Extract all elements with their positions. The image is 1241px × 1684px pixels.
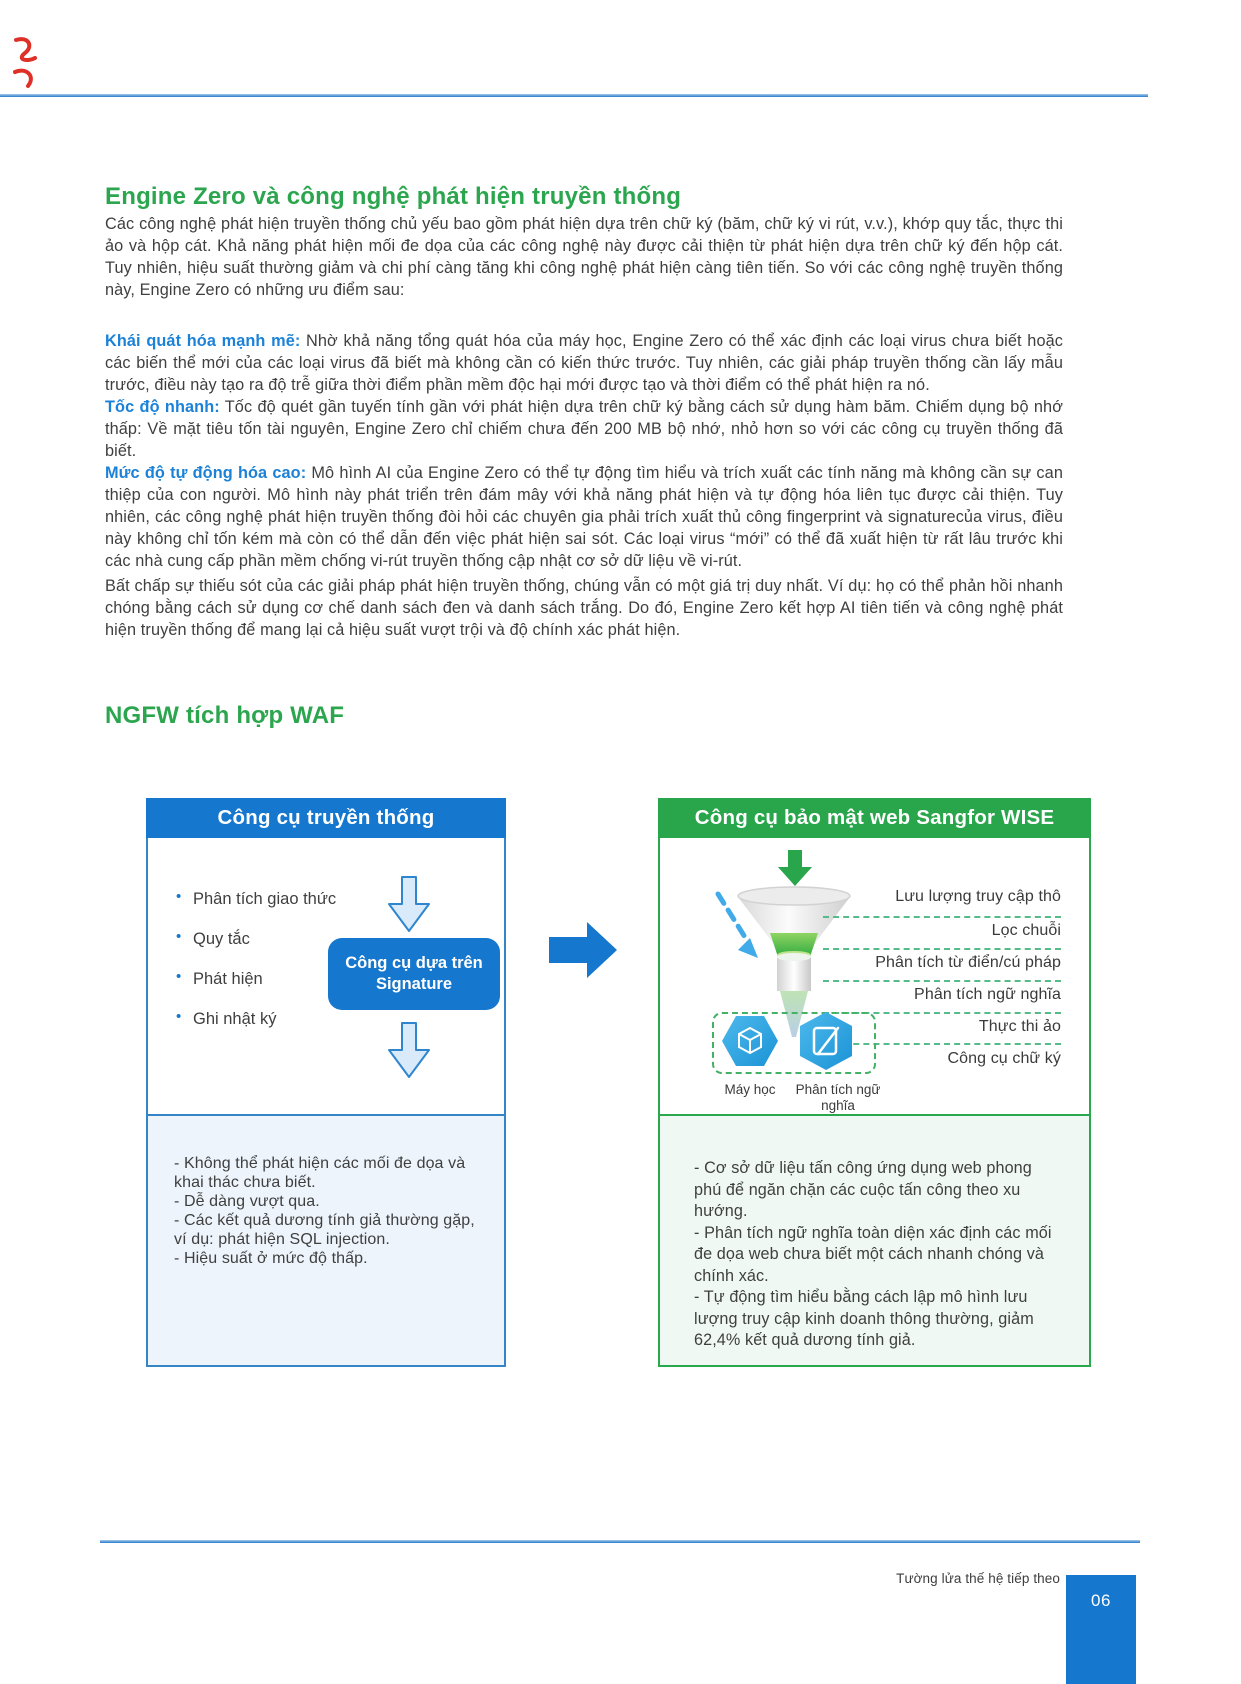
signature-tool-box: Công cụ dựa trên Signature bbox=[328, 938, 500, 1010]
traditional-tools-body bbox=[146, 838, 506, 1114]
traditional-tools-header: Công cụ truyền thống bbox=[146, 798, 506, 838]
advantage-automation bbox=[105, 462, 1063, 572]
advantage-text: Mô hình AI của Engine Zero có thể tự động tìm hiểu và trích xuất các tính năng mà không cần sự can thiệp của con người. Mô hình này phát triển trên đám mây với khả năng phát hiện và tự động hóa liên tục được cải thiện. Tuy nhiên, các công nghệ phát hiện truyền thống đòi hỏi các chuyên gia phải trích xuất thủ công fingerprint và signaturecủa virus, điều này không chỉ tốn kém mà còn có thể dẫn đến việc phát hiện sai sót. Các loại virus “mới” có thể đã xuất hiện từ rất lâu trước khi các nhà cung cấp phần mềm chống vi-rút truyền thống cập nhật cơ sở dữ liệu về vi-rút. bbox=[105, 464, 1063, 570]
advantage-speed bbox=[105, 396, 1063, 462]
funnel-stage-label: Thực thi ảo bbox=[978, 1018, 1061, 1035]
funnel-stage-label: Công cụ chữ ký bbox=[947, 1050, 1061, 1067]
list-item: • Ghi nhật ký bbox=[176, 1008, 336, 1030]
advantage-label: Khái quát hóa mạnh mẽ: bbox=[105, 332, 301, 350]
wise-tool-benefits bbox=[658, 1114, 1091, 1367]
machine-learning-icon bbox=[722, 1016, 778, 1066]
wise-tool-header: Công cụ bảo mật web Sangfor WISE bbox=[658, 798, 1091, 838]
icon-caption: Máy học bbox=[724, 1082, 776, 1097]
semantic-analysis-icon bbox=[800, 1012, 852, 1070]
footer-divider-line bbox=[100, 1540, 1140, 1543]
right-arrow-icon bbox=[549, 922, 617, 978]
traditional-tools-drawbacks bbox=[146, 1114, 506, 1367]
list-item: • Phân tích giao thức bbox=[176, 888, 336, 910]
page-number-badge: 06 bbox=[1066, 1575, 1136, 1684]
advantage-text: Tốc độ quét gần tuyến tính gần với phát hiện dựa trên chữ ký bằng cách sử dụng hàm băm. Chiếm dụng bộ nhớ thấp: Về mặt tiêu tốn tài nguyên, Engine Zero chỉ chiếm chưa đến 200 MB bộ nhớ, nhỏ hơn so với các công cụ truyền thống đã biết. bbox=[105, 398, 1063, 460]
advantage-generalization bbox=[105, 330, 1063, 396]
section1-advantages bbox=[105, 330, 1063, 572]
intro-paragraph: Các công nghệ phát hiện truyền thống chủ yếu bao gồm phát hiện dựa trên chữ ký (băm, chữ ký vi rút, v.v.), khớp quy tắc, thực thi ảo và hộp cát. Khả năng phát hiện mối đe dọa của các công nghệ này được cải thiện từ phát hiện dựa trên chữ ký đến hộp cát. Tuy nhiên, hiệu suất thường giảm và chi phí càng tăng khi công nghệ phát hiện càng tiên tiến. So với các công nghệ truyền thống này, Engine Zero có những ưu điểm sau: bbox=[105, 215, 1063, 299]
funnel-stage-label: Lọc chuỗi bbox=[991, 922, 1061, 939]
benefit-item: - Tự động tìm hiểu bằng cách lập mô hình lưu lượng truy cập kinh doanh thông thường, giảm 62,4% kết quả dương tính giả. bbox=[694, 1288, 1034, 1349]
dashed-separator bbox=[823, 980, 1061, 982]
list-item: • Quy tắc bbox=[176, 928, 336, 950]
down-arrow-icon bbox=[388, 876, 430, 932]
section1-intro bbox=[105, 213, 1063, 301]
icon-caption: Phân tích ngữ nghĩa bbox=[795, 1082, 881, 1113]
funnel-stage-label: Lưu lượng truy cập thô bbox=[895, 888, 1061, 905]
drawback-item: - Không thể phát hiện các mối đe dọa và khai thác chưa biết. bbox=[174, 1155, 466, 1191]
benefit-item: - Phân tích ngữ nghĩa toàn diện xác định các mối đe dọa web chưa biết một cách nhanh chóng và chính xác. bbox=[694, 1223, 1052, 1285]
advantage-text: Nhờ khả năng tổng quát hóa của máy học, Engine Zero có thể xác định các loại virus chưa biết hoặc các biến thể mới của các loại virus đã biết mà không cần có kiến thức trước. Tuy nhiên, các giải pháp truyền thống cần lấy mẫu trước, điều này tạo ra độ trễ giữa thời điểm phần mềm độc hại mới được tạo và thời điểm có thể phát hiện ra nó. bbox=[105, 332, 1063, 394]
list-item: • Phát hiện bbox=[176, 968, 336, 990]
traditional-tools-list bbox=[176, 888, 336, 1048]
drawback-item: - Dễ dàng vượt qua. bbox=[174, 1193, 320, 1210]
top-divider-line bbox=[0, 94, 1148, 97]
section2-heading: NGFW tích hợp WAF bbox=[105, 702, 345, 729]
dashed-separator bbox=[823, 948, 1061, 950]
advantage-label: Mức độ tự động hóa cao: bbox=[105, 464, 307, 482]
advantage-label: Tốc độ nhanh: bbox=[105, 398, 220, 416]
funnel-stage-label: Phân tích ngữ nghĩa bbox=[914, 986, 1061, 1003]
green-down-arrow-icon bbox=[778, 850, 812, 886]
section1-heading: Engine Zero và công nghệ phát hiện truyền thống bbox=[105, 183, 682, 210]
benefit-item: - Cơ sở dữ liệu tấn công ứng dụng web phong phú để ngăn chặn các cuộc tấn công theo xu hướng. bbox=[694, 1159, 1032, 1220]
closing-paragraph: Bất chấp sự thiếu sót của các giải pháp phát hiện truyền thống, chúng vẫn có một giá trị duy nhất. Ví dụ: họ có thể phản hồi nhanh chóng bằng cách sử dụng cơ chế danh sách đen và danh sách trắng. Do đó, Engine Zero kết hợp AI tiên tiến và công nghệ phát hiện truyền thống để mang lại cả hiệu suất vượt trội và độ chính xác phát hiện. bbox=[105, 577, 1063, 639]
section1-closing bbox=[105, 575, 1063, 641]
funnel-stage-label: Phân tích từ điển/cú pháp bbox=[875, 954, 1061, 971]
down-arrow-icon bbox=[388, 1022, 430, 1078]
dashed-separator bbox=[823, 916, 1061, 918]
drawback-item: - Các kết quả dương tính giả thường gặp, ví dụ: phát hiện SQL injection. bbox=[174, 1212, 475, 1248]
wise-tool-body bbox=[658, 838, 1091, 1114]
footer-document-title: Tường lửa thế hệ tiếp theo bbox=[896, 1571, 1060, 1586]
red-pen-scribble bbox=[6, 34, 46, 94]
drawback-item: - Hiệu suất ở mức độ thấp. bbox=[174, 1250, 368, 1267]
